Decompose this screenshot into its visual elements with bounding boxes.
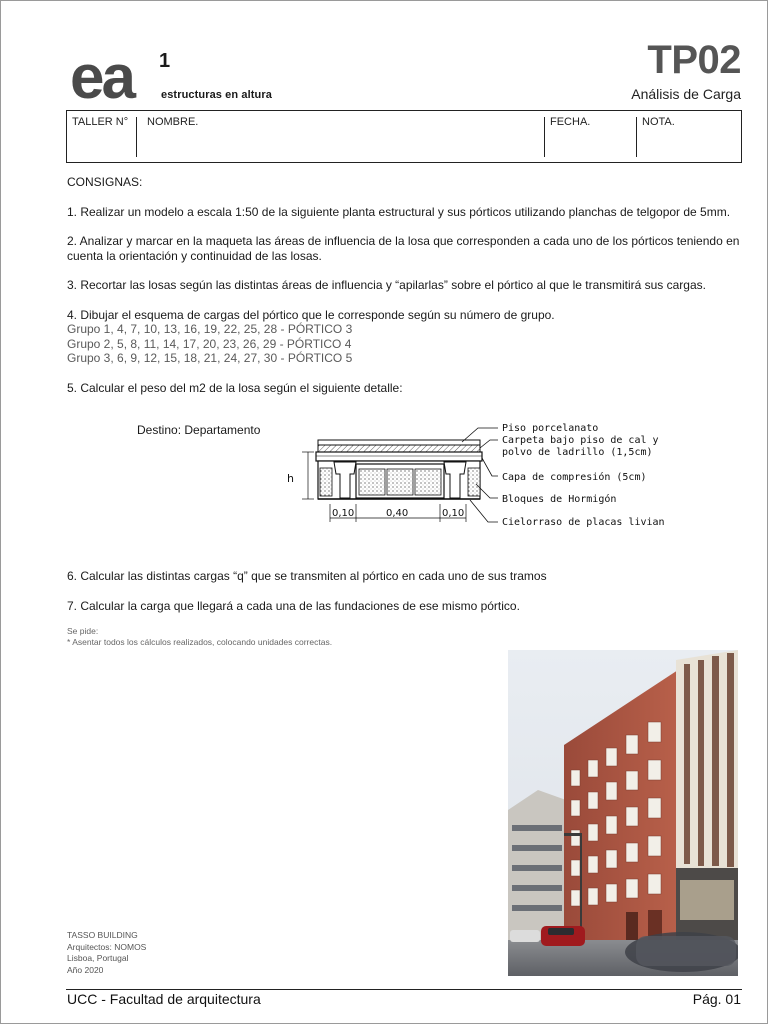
group-line: Grupo 1, 4, 7, 10, 13, 16, 19, 22, 25, 28 - PÓRTICO 3 (67, 322, 353, 336)
requirements-note (67, 626, 332, 648)
instruction-2-line-2: cuenta la orientación y continuidad de las losas. (67, 248, 322, 263)
logo-subtitle: estructuras en altura (161, 89, 272, 101)
form-divider (636, 117, 637, 157)
architects: Arquitectos: NOMOS (67, 941, 147, 952)
assignment-title: Análisis de Carga (631, 86, 741, 102)
slab-section-drawing (284, 418, 664, 538)
form-divider (136, 117, 137, 157)
instruction-7: 7. Calcular la carga que llegará a cada una de las fundaciones de ese mismo pórtico. (67, 598, 520, 613)
slab-section-detail (284, 418, 664, 543)
logo-superscript: 1 (159, 50, 171, 72)
instruction-4: 4. Dibujar el esquema de cargas del pórtico que le corresponde según su número de grupo. (67, 307, 555, 322)
label-carpeta: Carpeta bajo piso de cal y (502, 435, 659, 446)
group-line: Grupo 3, 6, 9, 12, 15, 18, 21, 24, 27, 30 - PÓRTICO 5 (67, 351, 353, 365)
label-capa: Capa de compresión (5cm) (502, 472, 647, 483)
label-cielorraso: Cielorraso de placas livianas (502, 517, 664, 528)
logo-letters: ea (70, 48, 133, 104)
student-info-box (66, 110, 742, 163)
concrete-block-partial (320, 468, 332, 496)
assignment-code: TP02 (647, 38, 741, 82)
dimension-middle: 0,40 (386, 508, 409, 519)
instruction-3: 3. Recortar las losas según las distintas áreas de influencia y “apilarlas” sobre el pórtico al que le transmitirá sus cargas. (67, 278, 706, 292)
instructions-continued (67, 569, 747, 613)
fecha-label: FECHA. (550, 116, 591, 128)
destino-label: Destino: Departamento (137, 423, 261, 437)
instruction-2-line-1: 2. Analizar y marcar en la maqueta las áreas de influencia de la losa que corresponden a cada uno de los pórticos teniendo en (67, 234, 740, 248)
label-carpeta-2: polvo de ladrillo (1,5cm) (502, 447, 653, 458)
dimension-h: h (287, 472, 294, 485)
photo-credits (67, 930, 146, 976)
dimension-right: 0,10 (442, 508, 465, 519)
note-text: * Asentar todos los cálculos realizados, colocando unidades correctas. (67, 637, 333, 647)
footer-institution: UCC - Facultad de arquitectura (67, 991, 261, 1007)
screed-layer (318, 445, 480, 452)
instructions-heading: CONSIGNAS: (67, 175, 143, 189)
building-name: TASSO BUILDING (67, 930, 138, 940)
form-divider (544, 117, 545, 157)
nota-label: NOTA. (642, 116, 675, 128)
page-number: Pág. 01 (692, 991, 741, 1007)
label-bloques: Bloques de Hormigón (502, 494, 617, 505)
porcelain-floor-layer (318, 440, 480, 445)
concrete-block-partial (468, 468, 480, 496)
instruction-6: 6. Calcular las distintas cargas “q” que se transmiten al pórtico en cada uno de sus tramos (67, 569, 547, 583)
year: Año 2020 (67, 964, 104, 975)
note-title: Se pide: (67, 626, 99, 636)
dimension-left: 0,10 (332, 508, 355, 519)
instruction-5: 5. Calcular el peso del m2 de la losa según el siguiente detalle: (67, 380, 403, 395)
compression-layer (316, 452, 482, 461)
footer-divider (66, 989, 742, 990)
location: Lisboa, Portugal (67, 953, 129, 964)
taller-label: TALLER N° (72, 116, 129, 128)
building-illustration (508, 650, 738, 976)
instructions (67, 175, 747, 395)
instruction-1: 1. Realizar un modelo a escala 1:50 de la siguiente planta estructural y sus pórticos utilizando planchas de telgopor de 5mm. (67, 204, 731, 219)
building-photo (508, 650, 738, 976)
group-line: Grupo 2, 5, 8, 11, 14, 17, 20, 23, 26, 29 - PÓRTICO 4 (67, 336, 352, 351)
label-piso: Piso porcelanato (502, 423, 599, 434)
nombre-label: NOMBRE. (147, 116, 199, 128)
